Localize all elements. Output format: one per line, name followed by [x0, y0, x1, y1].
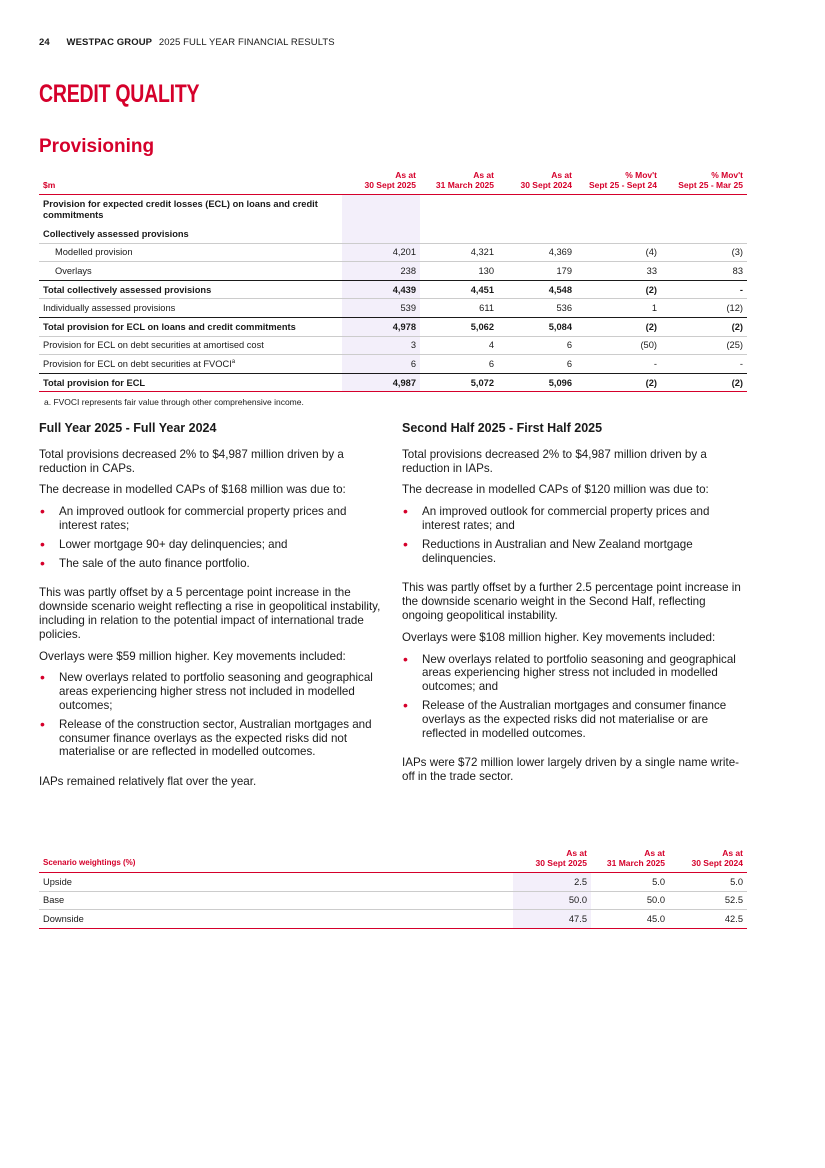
- table-row: Total provision for ECL on loans and credit commitments 4,978 5,062 5,084 (2) (2): [39, 317, 747, 336]
- table-row: [39, 225, 747, 243]
- column-header: As at 31 March 2025: [435, 170, 494, 190]
- paragraph: This was partly offset by a further 2.5 percentage point increase in the downside scenario weight in the Second Half, reflecting ongoing geopolitical instability.: [402, 581, 741, 622]
- right-heading: Second Half 2025 - First Half 2025: [402, 421, 603, 435]
- table-row: Individually assessed provisions 539 611 536 1 (12): [39, 299, 747, 318]
- table-row: Modelled provision 4,201 4,321 4,369 (4) (3): [39, 243, 747, 262]
- row-label: Provision for expected credit losses (ECL) on loans and credit commitments: [43, 199, 318, 220]
- paragraph: Overlays were $59 million higher. Key movements included:: [39, 649, 346, 663]
- paragraph: Total provisions decreased 2% to $4,987 million driven by a reduction in CAPs.: [39, 447, 344, 475]
- paragraph: IAPs remained relatively flat over the year.: [39, 775, 257, 789]
- paragraph: This was partly offset by a 5 percentage point increase in the downside scenario weight reflecting a rise in geopolitical instability, including in relation to the potential impact of international trade policies.: [39, 586, 381, 641]
- table-row: Downside 47.5 45.0 42.5: [39, 910, 747, 929]
- table-row: Upside 2.5 5.0 5.0: [39, 873, 747, 892]
- table-header-row: [39, 170, 747, 195]
- row-label: Overlays: [39, 262, 342, 281]
- list-item: • An improved outlook for commercial property prices and interest rates; and: [402, 505, 744, 533]
- report-title: 2025 FULL YEAR FINANCIAL RESULTS: [158, 37, 335, 48]
- paragraph: The decrease in modelled CAPs of $168 million was due to:: [39, 483, 346, 497]
- column-header: As at 30 Sept 2025: [364, 170, 416, 190]
- list-item: • An improved outlook for commercial property prices and interest rates;: [39, 505, 381, 533]
- list-item: • Reductions in Australian and New Zealand mortgage delinquencies.: [402, 538, 744, 566]
- right-column: [402, 422, 744, 792]
- row-label: Modelled provision: [39, 243, 342, 262]
- subheading: Provisioning: [39, 136, 155, 157]
- bullet-list: [39, 671, 381, 759]
- paragraph: Total provisions decreased 2% to $4,987 million driven by a reduction in IAPs.: [402, 447, 707, 475]
- list-item: • Lower mortgage 90+ day delinquencies; and: [39, 538, 381, 552]
- page-header: [39, 37, 335, 48]
- scenario-weightings-table: [39, 848, 747, 929]
- row-label: Total collectively assessed provisions: [39, 280, 342, 299]
- paragraph: The decrease in modelled CAPs of $120 million was due to:: [402, 483, 709, 497]
- row-label: Total provision for ECL: [39, 373, 342, 392]
- column-header: As at 30 Sept 2024: [691, 848, 743, 868]
- list-item: • Release of the construction sector, Australian mortgages and consumer finance overlays as the expected risks did not materialise or are reflected in modelled outcomes.: [39, 718, 381, 759]
- column-header: As at 30 Sept 2025: [535, 848, 587, 868]
- column-header: As at 31 March 2025: [606, 848, 665, 868]
- row-label: Downside: [39, 910, 513, 929]
- table-row: Overlays 238 130 179 33 83: [39, 262, 747, 281]
- left-column: [39, 422, 381, 797]
- bullet-list: [39, 505, 381, 570]
- table-row: Total provision for ECL 4,987 5,072 5,096 (2) (2): [39, 373, 747, 392]
- table-row: Total collectively assessed provisions 4,439 4,451 4,548 (2) -: [39, 280, 747, 299]
- list-item: • The sale of the auto finance portfolio.: [39, 557, 381, 571]
- paragraph: Overlays were $108 million higher. Key movements included:: [402, 630, 716, 644]
- row-label: Collectively assessed provisions: [43, 228, 189, 239]
- list-item: • New overlays related to portfolio seasoning and geographical areas experiencing higher stress not included in modelled outcomes; and: [402, 653, 744, 694]
- row-label: Total provision for ECL on loans and credit commitments: [39, 317, 342, 336]
- row-label: Base: [39, 891, 513, 910]
- table-title: Scenario weightings (%): [43, 858, 136, 867]
- list-item: • New overlays related to portfolio seasoning and geographical areas experiencing higher stress not included in modelled outcomes;: [39, 671, 381, 712]
- table-row: Provision for ECL on debt securities at FVOCI$^a$ 6 6 6 - -: [39, 355, 747, 374]
- row-label: Upside: [43, 876, 72, 887]
- table-row: Base 50.0 50.0 52.5: [39, 891, 747, 910]
- table-row: Provision for ECL on debt securities at amortised cost 3 4 6 (50) (25): [39, 336, 747, 355]
- row-label: Provision for ECL on debt securities at FVOCI$^a$: [39, 355, 342, 374]
- unit-label: $m: [43, 180, 56, 190]
- left-heading: Full Year 2025 - Full Year 2024: [39, 421, 217, 435]
- page-number: 24: [39, 37, 50, 48]
- company-name: WESTPAC GROUP: [66, 37, 153, 48]
- table-header-row: [39, 848, 747, 873]
- row-label: Individually assessed provisions: [39, 299, 342, 318]
- column-header: % Mov't Sept 25 - Mar 25: [678, 170, 743, 190]
- footnote-marker: a: [231, 358, 236, 365]
- bullet-list: [402, 505, 744, 565]
- list-item: • Release of the Australian mortgages and consumer finance overlays as the expected risks did not materialise or are reflected in modelled outcomes.: [402, 699, 744, 740]
- column-header: As at 30 Sept 2024: [520, 170, 572, 190]
- provisioning-table: [39, 170, 747, 392]
- section-title: CREDIT QUALITY: [39, 80, 200, 108]
- column-header: % Mov't Sept 25 - Sept 24: [588, 170, 657, 190]
- bullet-list: [402, 653, 744, 741]
- paragraph: IAPs were $72 million lower largely driven by a single name write-off in the trade sector.: [402, 756, 740, 784]
- row-label: Provision for ECL on debt securities at amortised cost: [39, 336, 342, 355]
- footnote: a. FVOCI represents fair value through other comprehensive income.: [44, 397, 304, 407]
- table-row: [39, 195, 747, 226]
